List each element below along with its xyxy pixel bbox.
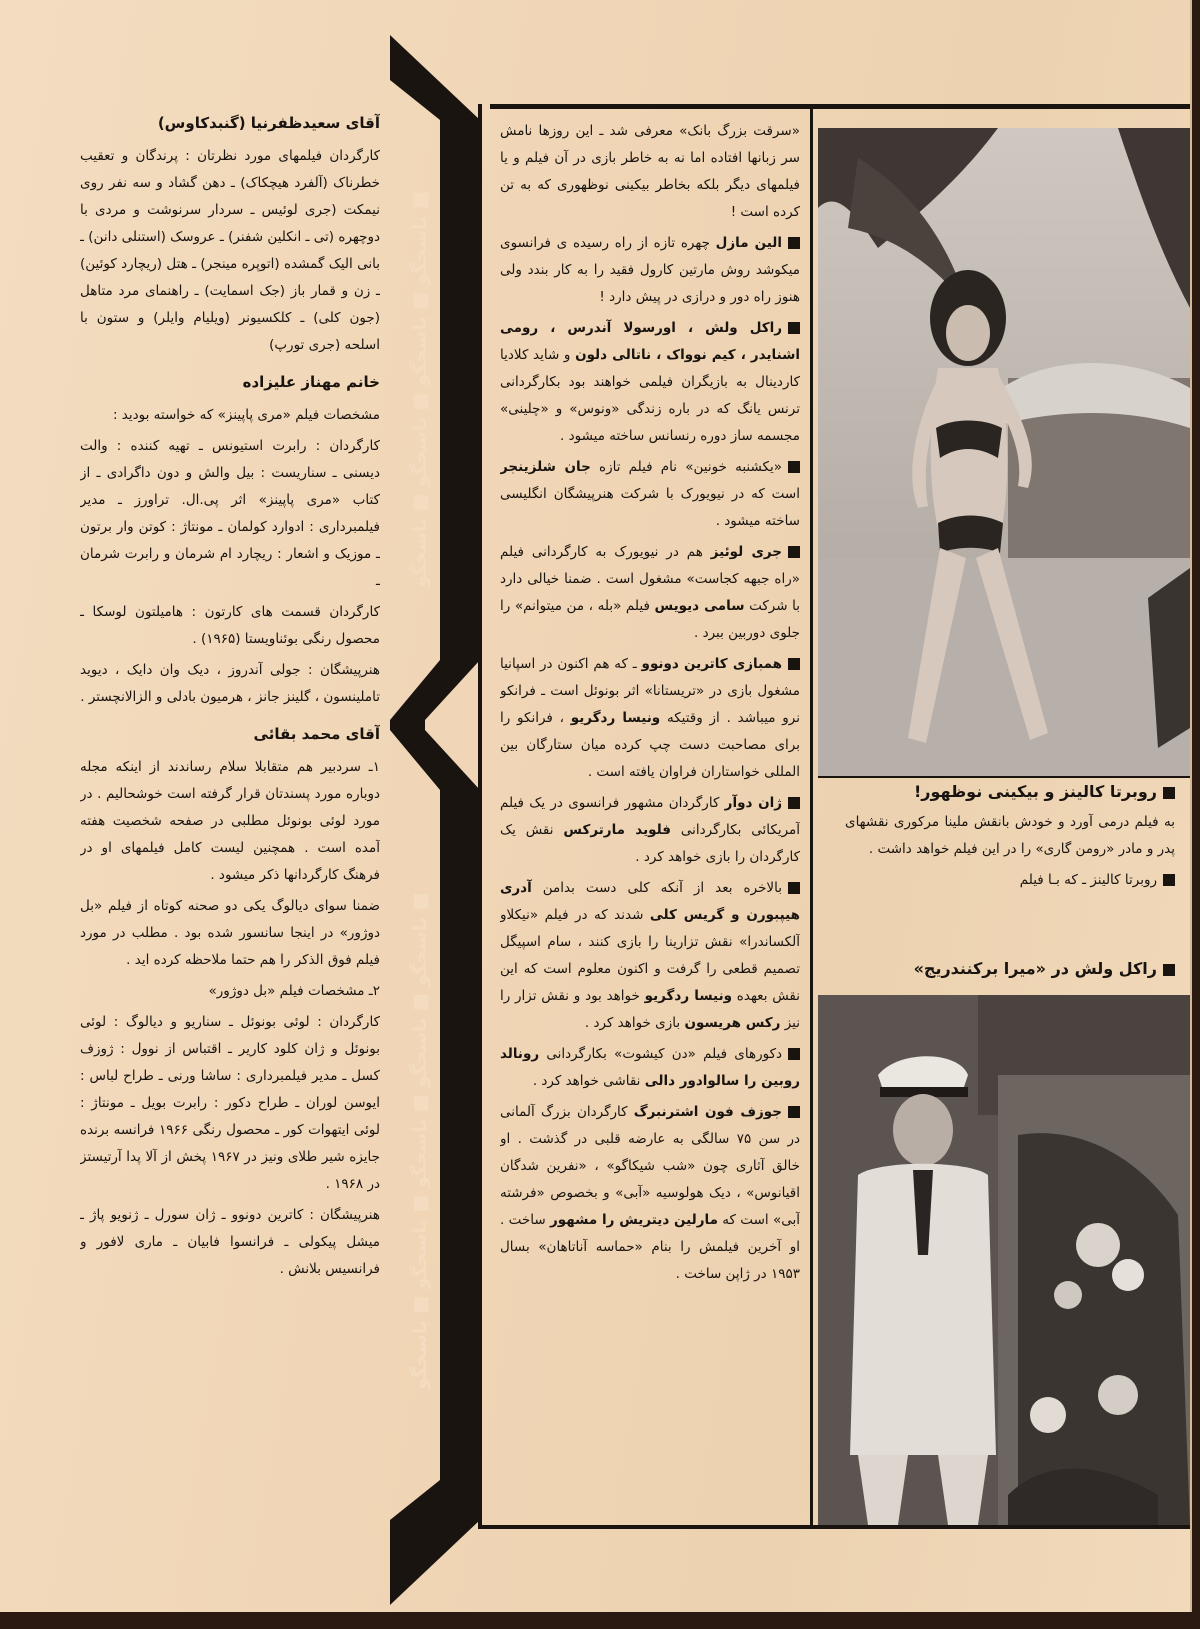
photo-caption-2 [845, 955, 1175, 986]
middle-column [500, 118, 800, 1518]
answer-paragraph: کارگردان قسمت های کارتون : هامیلتون لوسکا ـ محصول رنگی بوئناویستا (۱۹۶۵) . [80, 604, 380, 647]
caption-body: به فیلم درمی آورد و خودش بانقش ملینا مرکوری نقشهای پدر و مادر «رومن گاری» را در این فیلم خواهد داشت . [845, 814, 1175, 857]
answer-paragraph: مشخصات فیلم «مری پاپینز» که خواسته بودید : [112, 407, 380, 423]
square-bullet-icon [1163, 874, 1175, 886]
news-item: جری لوئیز هم در نیویورک به کارگردانی فیلم «راه جبهه کجاست» مشغول است . ضمنا خیالی دارد با شرکت سامی دیویس فیلم «بله ، من میتوانم» را جلوی دوربین ببرد . [500, 544, 800, 641]
naval-officer-photo [818, 995, 1190, 1525]
frame-bottom-rule [478, 1525, 1190, 1529]
left-column [80, 100, 380, 1520]
reader-name-heading: خانم مهناز علیزاده [242, 373, 380, 391]
bikini-photo [818, 128, 1190, 776]
zigzag-banner-shape [360, 30, 510, 1610]
frame-divider-rule [810, 104, 813, 1529]
answer-paragraph: هنرپیشگان : کاترین دونوو ـ ژان سورل ـ ژنویو پاژ ـ میشل پیکولی ـ فرانسوا فابیان ـ ماری لافور و فرانسیس بلانش . [80, 1207, 380, 1277]
caption-tail: روبرتا کالینز ـ که بـا فیلم [1019, 872, 1157, 888]
answer-paragraph: هنرپیشگان : جولی آندروز ، دیک وان دایک ، دیوید تاملینسون ، گلینز جانز ، هرمیون بادلی و الزالانچستر . [80, 662, 380, 705]
news-item: دکورهای فیلم «دن کیشوت» بکارگردانی رونالد روبین را سالوادور دالی نقاشی خواهد کرد . [500, 1046, 800, 1089]
answer-paragraph: کارگردان : لوئی بونوئل ـ سناریو و دیالوگ : لوئی بونوئل و ژان کلود کاریر ـ اقتباس از نوول : ژوزف کسل ـ مدیر فیلمبرداری : ساشا ورنی ـ طراح لباس : ایوسن لوران ـ طراح دکور : رابرت بویل ـ مونتاژ : لوئی ایتهوات کور ـ محصول رنگی ۱۹۶۶ فرانسه برنده جایزه شیر طلای ونیز در ۱۹۶۷ پخش از آلا پدا آرتیستز در ۱۹۶۸ . [80, 1014, 380, 1192]
news-item: راکل ولش ، اورسولا آندرس ، رومی اشنایدر ، کیم نوواک ، ناتالی دلون و شاید کلادیا کاردینال به بازیگران فیلمی خواهند بود بکارگردانی ترنس یانگ که در باره زندگی «ونوس» و «چلینی» مجسمه ساز دوره رنسانس ساخته میشود . [500, 320, 800, 444]
answer-paragraph: کارگردان فیلمهای مورد نظرتان : پرندگان و تعقیب خطرناک (آلفرد هیچکاک) ـ دهن گشاد و سه نفر روی نیمکت (جری لوئیس ـ سردار سرنوشت و مردی با دوچهره (تی ـ انکلین شفنر) ـ عروسک (استنلی دانن) ـ بانی الیک گمشده (اتوپره مینجر) ـ هتل (ریچارد کوئین) ـ زن و قمار باز (جک اسمایت) ـ راهنمای مرد متاهل (جون کلی) ـ کلکسیونر (ویلیام وایلر) و ستون با اسلحه (جری تورپ) [80, 148, 380, 353]
frame-top-rule [490, 104, 1190, 109]
reader-name-heading: آقای محمد بقائی [253, 725, 380, 743]
news-item: ژان دوآر کارگردان مشهور فرانسوی در یک فیلم آمریکائی بکارگردانی فلوید مارترکس نقش یک کارگردان را بازی خواهد کرد . [500, 795, 800, 865]
square-bullet-icon [788, 322, 800, 334]
square-bullet-icon [788, 658, 800, 670]
frame-left-rule [478, 104, 482, 1529]
section-banner-strip [360, 30, 510, 1610]
square-bullet-icon [788, 461, 800, 473]
caption-title: راکل ولش در «میرا برکنندریج» [913, 959, 1157, 978]
news-item: «یکشنبه خونین» نام فیلم تازه جان شلزینجر است که در نیویورک با شرکت هنرپیشگان انگلیسی ساخته میشود . [500, 459, 800, 529]
square-bullet-icon [788, 882, 800, 894]
banner-label-top: ■ باسخگو ■ باسخگو ■ باسخگو ■ باسخگو [409, 191, 431, 588]
square-bullet-icon [1163, 964, 1175, 976]
bikini-photo-art [818, 128, 1190, 776]
answer-paragraph: ضمنا سوای دیالوگ یکی دو صحنه کوتاه از فیلم «بل دوژور» در اینجا سانسور شده بود . مطلب در مورد فیلم فوق الذکر را هم حتما ملاحظه کرده اید . [80, 898, 380, 968]
square-bullet-icon [788, 1048, 800, 1060]
news-item: جوزف فون اشترنبرگ کارگردان بزرگ آلمانی در سن ۷۵ سالگی به عارضه قلبی در گذشت . او خالق آثاری چون «شب شیکاگو» ، «نفرین شدگان اقیانوس» ، دیک هولوسیه «آبی» و بخصوص «فرشته آبی» است که مارلین دیتریش را مشهور ساخت . او آخرین فیلمش را بنام «حماسه آناتاهان» بسال ۱۹۵۳ در ژاپن ساخت . [500, 1104, 800, 1282]
photo-caption-block [845, 778, 1175, 938]
reader-name-heading: آقای سعیدظفرنیا (گنبدکاوس) [157, 114, 380, 132]
square-bullet-icon [788, 1106, 800, 1118]
banner-label-bottom: ■ باسخگو ■ باسخگو ■ باسخگو ■ باسخگو ■ باسخگو [409, 892, 431, 1390]
square-bullet-icon [788, 237, 800, 249]
answer-paragraph: ۲ـ مشخصات فیلم «بل دوژور» [208, 983, 380, 999]
square-bullet-icon [788, 797, 800, 809]
square-bullet-icon [1163, 787, 1175, 799]
answer-paragraph: کارگردان : رابرت استیونس ـ تهیه کننده : والت دیسنی ـ سناریست : بیل والش و دون داگرادی ـ از کتاب «مری پاپینز» اثر پی.ال. تراورز ـ مدیر فیلمبرداری : ادوارد کولمان ـ مونتاژ : کوتن وار برتون ـ موزیک و اشعار : ریچارد ام شرمان و رابرت شرمان ـ [80, 438, 380, 589]
news-item: همبازی کاترین دونوو ـ که هم اکنون در اسپانیا مشغول بازی در «تریستانا» اثر بونوئل است ـ فرانکو نرو میباشد . از وقتیکه ونیسا ردگریو ، فرانکو را برای مصاحبت دست چپ کرده میان ستارگان بین المللی خواستاران فراوان یافته است . [500, 656, 800, 780]
naval-officer-photo-art [818, 995, 1190, 1525]
news-item: «سرقت بزرگ بانک» معرفی شد ـ این روزها نامش سر زبانها افتاده اما نه به خاطر بازی در آن فیلم و یا فیلمهای دیگر بلکه بخاطر بیکینی نوظهوری که به تن کرده است ! [500, 123, 800, 220]
caption-title: روبرتا کالینز و بیکینی نوظهور! [914, 782, 1157, 801]
answer-paragraph: ۱ـ سردبیر هم متقابلا سلام رساندند از اینکه مجله دوباره مورد پسندتان قرار گرفته است خوشحالیم . در مورد لوئی بونوئل مطلبی در صفحه شخصیت هفته آمده است . همچنین لیست کامل فیلمهای او در فرهنگ کارگردانها ذکر میشود . [80, 759, 380, 883]
news-item: الین مازل چهره تازه از راه رسیده ی فرانسوی میکوشد روش مارتین کارول فقید را به کار بندد ولی هنوز راه دور و درازی در پیش دارد ! [500, 235, 800, 305]
square-bullet-icon [788, 546, 800, 558]
news-item: بالاخره بعد از آنکه کلی دست بدامن آدری هیپبورن و گریس کلی شدند که در فیلم «نیکلاو آلکساندرا» نقش تزارینا را بازی کنند ، سام اسپیگل تصمیم قطعی را گرفت و اکنون معلوم است که این نقش بعهده ونیسا ردگریو خواهد بود و نقش تزار را نیز رکس هریسون بازی خواهد کرد . [500, 880, 800, 1031]
